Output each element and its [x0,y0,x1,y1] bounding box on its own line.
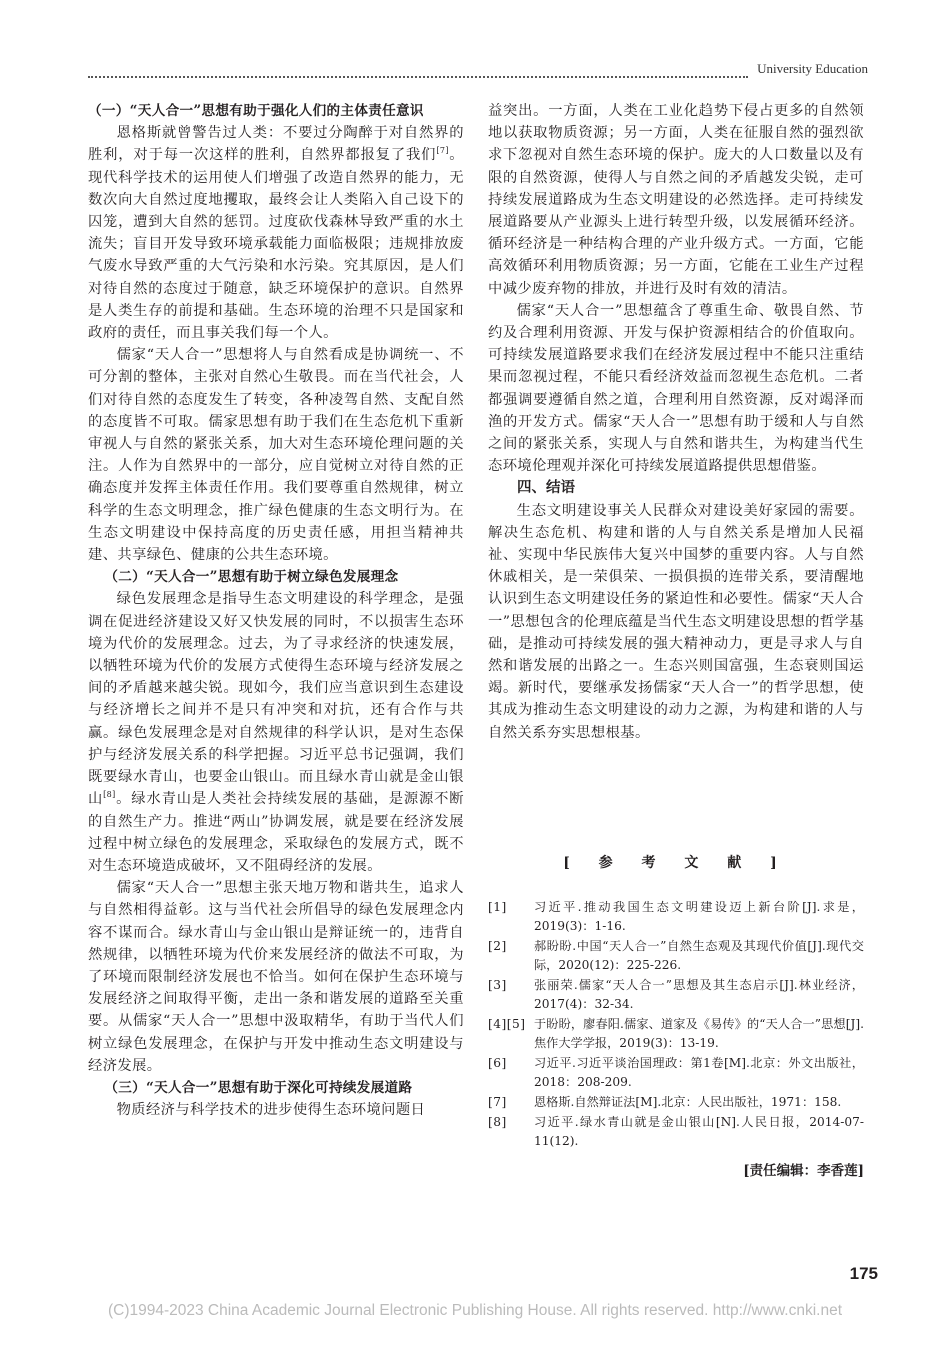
journal-title: University Education [757,61,868,76]
reference-text: 郝盼盼.中国“天人合一”自然生态观及其现代价值[J].现代交际，2020(12)：225-226. [534,939,864,972]
reference-number: [7] [488,1095,507,1109]
section-heading-1: （一）“天人合一”思想有助于强化人们的主体责任意识 [88,103,424,119]
page-number: 175 [849,1264,878,1283]
reference-item [488,1015,864,1053]
reference-text: 恩格斯.自然辩证法[M].北京：人民出版社，1971：158. [534,1095,842,1109]
reference-text: 张丽荣.儒家“天人合一”思想及其生态启示[J].林业经济，2017(4)：32-34. [534,978,864,1011]
reference-number: [1] [488,900,507,914]
section-heading-2: （二）“天人合一”思想有助于树立绿色发展理念 [104,569,399,586]
reference-item [488,1054,864,1092]
reference-text: 于盼盼，廖春阳.儒家、道家及《易传》的“天人合一”思想[J].焦作大学学报，2019(3)：13-19. [534,1017,864,1050]
reference-text: 习近平.推动我国生态文明建设迈上新台阶[J].求是，2019(3)：1-16. [534,900,864,933]
section-heading-3: （三）“天人合一”思想有助于深化可持续发展道路 [104,1079,413,1096]
paragraph: 儒家“天人合一”思想主张天地万物和谐共生，追求人与自然相得益彰。这与当代社会所倡导的绿色发展理念内容不谋而合。绿水青山与金山银山是辩证统一的，违背自然规律，以牺牲环境为代价来发展经济的做法不可取，为了环境而限制经济发展也不恰当。如何在保护生态环境与发展经济之间取得平衡，走出一条和谐发展的道路至关重要。从儒家“天人合一”思想中汲取精华，有助于当代人们树立绿色发展理念，在保护与开发中推动生态文明建设与经济发展。 [88,880,464,1074]
header-dotted-rule [88,76,748,78]
reference-item [488,976,864,1014]
responsible-editor: [责任编辑：李香莲] [743,1163,864,1179]
reference-list [488,898,864,1179]
paragraph: 生态文明建设事关人民群众对建设美好家园的需要。解决生态危机、构建和谐的人与自然关系是增加人民福祉、实现中华民族伟大复兴中国梦的重要内容。人与自然休戚相关，是一荣俱荣、一损俱损的连带关系，要清醒地认识到生态文明建设任务的紧迫性和必要性。儒家“天人合一”思想包含的伦理底蕴是当代生态文明建设思想的哲学基础，是推动可持续发展的强大精神动力，更是寻求人与自然和谐发展的出路之一。生态兴则国富强，生态衰则国运竭。新时代，要继承发扬儒家“天人合一”的哲学思想，使其成为推动生态文明建设的动力之源，为构建和谐的人与自然关系夯实思想根基。 [488,502,864,741]
paragraph: 恩格斯就曾警告过人类：不要过分陶醉于对自然界的胜利，对于每一次这样的胜利，自然界都报复了我们[7]。现代科学技术的运用使人们增强了改造自然界的能力，无数次向大自然过度地攫取，最终会让人类陷入自己设下的囚笼，遭到大自然的惩罚。过度砍伐森林导致严重的水土流失；盲目开发导致环境承载能力面临极限；违规排放废气废水导致严重的大气污染和水污染。究其原因，是人们对待自然的态度过于随意，缺乏环境保护的意识。自然界是人类生存的前提和基础。生态环境的治理不只是国家和政府的责任，而且事关我们每一个人。 [88,125,465,342]
paragraph: 绿色发展理念是指导生态文明建设的科学理念，是强调在促进经济建设又好又快发展的同时，不以损害生态环境为代价的发展理念。过去，为了寻求经济的快速发展，以牺牲环境为代价的发展方式使得生态环境与经济发展之间的矛盾越来越尖锐。现如今，我们应当意识到生态建设与经济增长之间并不是只有冲突和对抗，还有合作与共赢。绿色发展理念是对自然规律的科学认识，是对生态保护与经济发展关系的科学把握。习近平总书记强调，我们既要绿水青山，也要金山银山。而且绿水青山就是金山银山[8]。绿水青山是人类社会持续发展的基础，是源源不断的自然生产力。推进“两山”协调发展，就是要在经济发展过程中树立绿色的发展理念，采取绿色的发展方式，既不对生态环境造成破坏，又不阻碍经济的发展。 [88,591,465,874]
paragraph: 儒家“天人合一”思想将人与自然看成是协调统一、不可分割的整体，主张对自然心生敬畏。而在当代社会，人们对待自然的态度发生了转变，各种凌驾自然、支配自然的态度皆不可取。儒家思想有助于我们在生态危机下重新审视人与自然的紧张关系，加大对生态环境伦理问题的关注。人作为自然界中的一部分，应自觉树立对待自然的正确态度并发挥主体责任作用。我们要尊重自然规律，树立科学的生态文明理念，推广绿色健康的生态文明行为。在生态文明建设中保持高度的历史责任感，用担当精神共建、共享绿色、健康的公共生态环境。 [88,347,464,564]
conclusion-heading: 四、结语 [517,479,575,497]
reference-item [488,1113,864,1151]
reference-item [488,1093,864,1112]
reference-number: [2] [488,939,507,953]
reference-number: [8] [488,1115,507,1129]
references-heading: [ 参 考 文 献 ] [563,855,789,871]
reference-number: [3] [488,978,507,992]
reference-text: 习近平.绿水青山就是金山银山[N].人民日报，2014-07-11(12). [534,1115,864,1148]
right-column [488,100,864,744]
reference-item [488,898,864,936]
copyright-watermark: (C)1994-2023 China Academic Journal Electronic Publishing House. All rights reserved. http://www.cnki.net [107,1302,843,1319]
citation-mark: [7] [436,146,449,156]
left-column [88,100,464,1121]
reference-text: 习近平.习近平谈治国理政：第1卷[M].北京：外文出版社，2018：208-209. [534,1056,864,1089]
citation-mark: [8] [103,790,116,800]
reference-number: [4][5] [488,1017,526,1031]
paragraph: 物质经济与科学技术的进步使得生态环境问题日 [116,1102,426,1119]
paragraph-continued: 益突出。一方面，人类在工业化趋势下侵占更多的自然领地以获取物质资源；另一方面，人类在征服自然的强烈欲求下忽视对自然生态环境的保护。庞大的人口数量以及有限的自然资源，使得人与自然之间的矛盾越发尖锐，走可持续发展道路成为生态文明建设的必然选择。走可持续发展道路要从产业源头上进行转型升级，以发展循环经济。循环经济是一种结构合理的产业升级方式。一方面，它能高效循环利用物质资源；另一方面，它能在工业生产过程中减少废弃物的排放，并进行及时有效的清洁。 [488,103,864,297]
reference-item [488,937,864,975]
reference-number: [6] [488,1056,507,1070]
paragraph: 儒家“天人合一”思想蕴含了尊重生命、敬畏自然、节约及合理利用资源、开发与保护资源相结合的价值取向。可持续发展道路要求我们在经济发展过程中不能只注重结果而忽视过程，不能只看经济效益而忽视生态危机。二者都强调要遵循自然之道，合理利用自然资源，反对竭泽而渔的开发方式。儒家“天人合一”思想有助于缓和人与自然之间的紧张关系，实现人与自然和谐共生，为构建当代生态环境伦理观并深化可持续发展道路提供思想借鉴。 [488,302,864,475]
